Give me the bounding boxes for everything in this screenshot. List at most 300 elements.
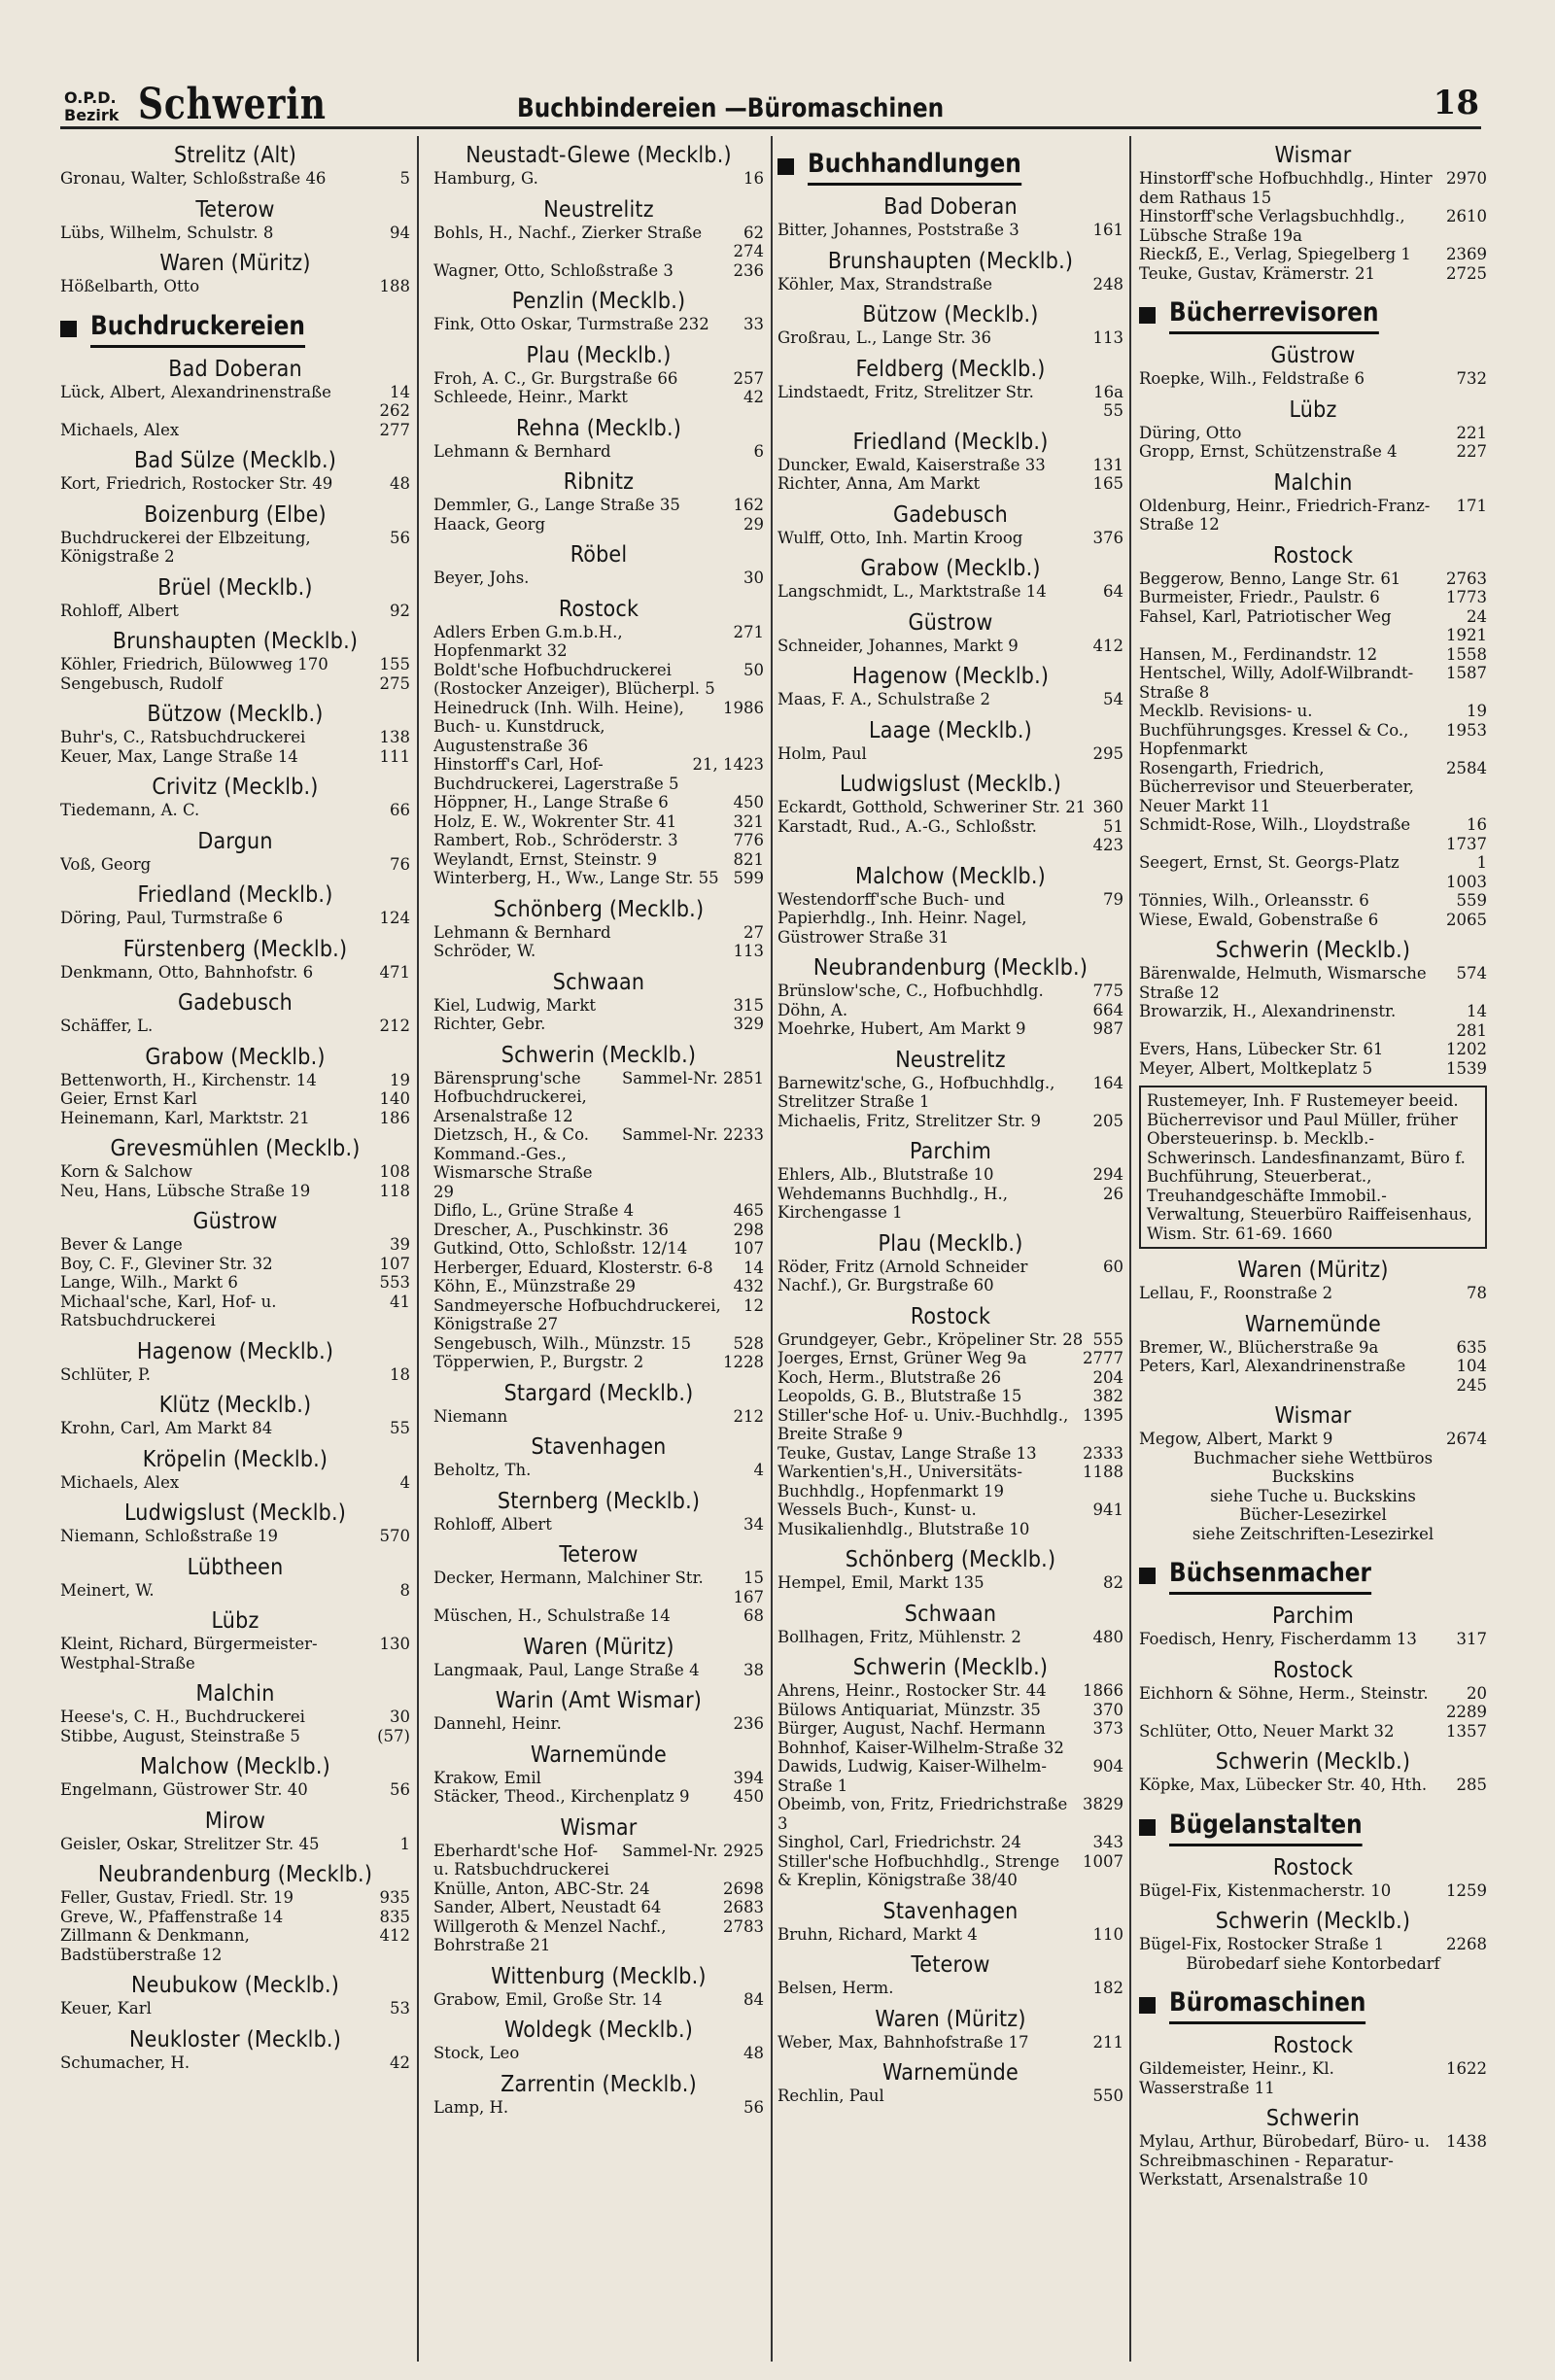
entry-name: Rechlin, Paul — [778, 2087, 884, 2105]
entry-name: Mylau, Arthur, Bürobedarf, Büro- u. Schreibmaschinen - Reparatur-Werkstatt, Arsenalstraße 10 — [1139, 2132, 1431, 2189]
phone-number: 26 — [1103, 1184, 1123, 1203]
entry-name: Buchdruckerei der Elbzeitung, Königstraße 2 — [60, 528, 311, 566]
place-heading: Röbel — [570, 542, 628, 568]
phone-number: 24 1921 — [1446, 606, 1487, 644]
place-heading: Crivitz (Mecklb.) — [152, 775, 319, 800]
entry-name: Koch, Herm., Blutstraße 26 — [778, 1367, 1002, 1387]
entry-name: Neu, Hans, Lübsche Straße 19 — [60, 1181, 311, 1200]
directory-entry — [433, 850, 764, 870]
directory-entry — [60, 1926, 410, 1964]
place-heading: Brunshaupten (Mecklb.) — [112, 629, 359, 654]
entry-name: Engelmann, Güstrower Str. 40 — [60, 1780, 308, 1799]
cross-reference-note: Bürobedarf siehe Kontorbedarf — [1186, 1953, 1440, 1973]
phone-number: 1 — [399, 1834, 410, 1853]
entry-name: Stock, Leo — [433, 2044, 520, 2062]
entry-name: Gildemeister, Heinr., Kl. Wasserstraße 11 — [1139, 2059, 1334, 2097]
place-heading: Boizenburg (Elbe) — [144, 501, 327, 528]
directory-entry — [433, 1990, 764, 2010]
phone-number: 394 — [733, 1768, 764, 1787]
phone-number: 48 — [743, 2044, 764, 2062]
category-heading — [1139, 1557, 1487, 1595]
entry-name: Meyer, Albert, Moltkeplatz 5 — [1139, 1058, 1373, 1078]
directory-entry — [60, 963, 410, 983]
place-heading: Schönberg (Mecklb.) — [845, 1547, 1056, 1572]
entry-name: Megow, Albert, Markt 9 — [1139, 1430, 1333, 1448]
entry-name: Teuke, Gustav, Krämerstr. 21 — [1139, 263, 1375, 283]
place-heading: Rostock — [558, 596, 639, 622]
phone-number: 165 — [1092, 474, 1123, 493]
phone-number: 21, 1423 — [692, 755, 764, 774]
directory-entry — [433, 1221, 764, 1240]
place-heading: Plau (Mecklb.) — [878, 1230, 1023, 1257]
directory-entry — [1139, 1357, 1487, 1395]
directory-column-1 — [60, 134, 410, 2360]
place-heading: Grabow (Mecklb.) — [145, 1044, 326, 1070]
phone-number: 835 — [379, 1907, 410, 1926]
directory-entry — [1139, 702, 1487, 759]
entry-name: Buhr's, C., Ratsbuchdruckerei — [60, 728, 306, 746]
place-heading: Bützow (Mecklb.) — [862, 302, 1039, 328]
phone-number: 16 1737 — [1446, 815, 1487, 853]
directory-entry — [433, 515, 764, 535]
directory-entry — [433, 496, 764, 515]
entry-name: Geisler, Oskar, Strelitzer Str. 45 — [60, 1834, 320, 1853]
directory-entry — [433, 1569, 764, 1606]
phone-number: 2763 — [1446, 569, 1487, 588]
square-bullet-icon — [1139, 1819, 1156, 1836]
entry-name: Bügel-Fix, Kistenmacherstr. 10 — [1139, 1880, 1392, 1900]
entry-name: Seegert, Ernst, St. Georgs-Platz — [1139, 853, 1400, 872]
category-heading — [778, 148, 1123, 186]
directory-entry — [60, 674, 410, 694]
entry-name: Weber, Max, Bahnhofstraße 17 — [778, 2032, 1029, 2052]
entry-name: Wagner, Otto, Schloßstraße 3 — [433, 260, 674, 280]
directory-entry — [433, 2098, 764, 2118]
entry-name: Gutkind, Otto, Schloßstr. 12/14 — [433, 1239, 688, 1258]
directory-entry — [433, 224, 764, 261]
entry-name: Richter, Anna, Am Markt — [778, 474, 981, 493]
directory-entry — [60, 602, 410, 621]
phone-number: 4 — [399, 1472, 410, 1492]
directory-entry — [778, 1185, 1123, 1223]
entry-name: Voß, Georg — [60, 854, 152, 874]
directory-entry — [433, 1898, 764, 1917]
phone-number: 412 — [1092, 636, 1123, 655]
phone-number: 1622 — [1446, 2059, 1487, 2078]
entry-name: Wehdemanns Buchhdlg., H., Kirchengasse 1 — [778, 1184, 1009, 1222]
phone-number: 138 — [379, 728, 410, 746]
entry-name: Sengebusch, Wilh., Münzstr. 15 — [433, 1333, 692, 1353]
page-header — [60, 76, 1497, 134]
phone-number: 14 — [743, 1258, 764, 1277]
phone-number: 16a 55 — [1093, 382, 1123, 420]
entry-name: Eberhardt'sche Hof- u. Ratsbuchdruckerei — [433, 1841, 609, 1879]
place-heading: Schwerin (Mecklb.) — [1215, 1909, 1411, 1934]
directory-entry — [60, 801, 410, 820]
place-heading: Neustrelitz — [543, 196, 654, 223]
phone-number: 84 — [743, 1989, 764, 2009]
phone-number: 55 — [390, 1419, 410, 1437]
directory-entry — [778, 1387, 1123, 1406]
boxed-advertisement: Rustemeyer, Inh. F Rustemeyer beeid. Bücherrevisor und Paul Müller, früher Obersteuerinsp. b. Mecklb.-Schwerinsch. Landesfinanzamt, Büro f. Buchführung, Steuerberat., Treuhandgeschäfte Immobil.-Verwaltung, Steuerbüro Raiffeisenhaus, Wism. Str. 61-69. 1660 — [1139, 1086, 1487, 1249]
entry-name: Boldt'sche Hofbuchdruckerei (Rostocker Anzeiger), Blücherpl. 5 — [433, 660, 715, 698]
phone-number: 221 — [1456, 423, 1487, 442]
place-heading: Hagenow (Mecklb.) — [851, 664, 1050, 689]
column-divider — [417, 136, 419, 2362]
place-heading: Grabow (Mecklb.) — [860, 556, 1041, 581]
place-heading: Wismar — [560, 1814, 638, 1841]
place-heading: Teterow — [911, 1952, 990, 1978]
place-heading: Schönberg (Mecklb.) — [493, 896, 705, 922]
directory-entry — [778, 1701, 1123, 1720]
phone-number: 124 — [379, 909, 410, 927]
entry-name: Boy, C. F., Gleviner Str. 32 — [60, 1254, 273, 1273]
entry-name: Michaels, Alex — [60, 1472, 180, 1492]
entry-name: Korn & Salchow — [60, 1162, 192, 1181]
place-heading: Güstrow — [192, 1209, 278, 1234]
directory-entry — [60, 474, 410, 494]
entry-name: Rieckẞ, E., Verlag, Spiegelberg 1 — [1139, 245, 1411, 263]
entry-name: Foedisch, Henry, Fischerdamm 13 — [1139, 1630, 1417, 1648]
phone-number: 2610 — [1446, 207, 1487, 225]
place-heading: Dargun — [197, 828, 273, 854]
opd-label: O.P.D. Bezirk — [64, 88, 120, 124]
place-heading: Schwerin (Mecklb.) — [1215, 1749, 1411, 1775]
phone-number: 38 — [743, 1660, 764, 1679]
directory-entry — [778, 1719, 1123, 1757]
entry-name: Dannehl, Heinr. — [433, 1714, 562, 1733]
entry-name: Köhn, E., Münzstraße 29 — [433, 1277, 637, 1295]
entry-name: Bohls, H., Nachf., Zierker Straße — [433, 223, 703, 242]
phone-number: 33 — [743, 315, 764, 333]
directory-entry — [433, 812, 764, 832]
entry-name: Ahrens, Heinr., Rostocker Str. 44 — [778, 1681, 1047, 1700]
entry-name: Barnewitz'sche, G., Hofbuchhdlg., Strelitzer Straße 1 — [778, 1073, 1055, 1111]
directory-entry — [778, 2087, 1123, 2106]
directory-entry — [778, 1795, 1123, 1833]
entry-name: Hentschel, Willy, Adolf-Wilbrandt-Straße 8 — [1139, 664, 1414, 702]
phone-number: 118 — [379, 1181, 410, 1200]
phone-number: 480 — [1092, 1627, 1123, 1646]
directory-entry — [433, 1515, 764, 1535]
phone-number: 204 — [1092, 1367, 1123, 1387]
directory-entry — [433, 923, 764, 943]
directory-entry — [60, 2053, 410, 2073]
directory-entry — [60, 1365, 410, 1385]
directory-entry — [778, 1757, 1123, 1795]
entry-name: Hinstorff's Carl, Hof-Buchdruckerei, Lagerstraße 5 — [433, 755, 679, 793]
entry-name: Mecklb. Revisions- u. Buchführungsges. Kressel & Co., Hopfenmarkt — [1139, 702, 1409, 758]
directory-entry — [433, 942, 764, 961]
phone-number: 1438 — [1446, 2132, 1487, 2151]
entry-name: Hansen, M., Ferdinandstr. 12 — [1139, 644, 1378, 664]
place-heading: Bad Sülze (Mecklb.) — [133, 448, 337, 473]
entry-name: Langschmidt, L., Marktstraße 14 — [778, 582, 1047, 601]
entry-name: Bever & Lange — [60, 1235, 183, 1254]
category-heading — [60, 310, 410, 348]
phone-number: 360 — [1092, 798, 1123, 816]
entry-name: Stibbe, August, Steinstraße 5 — [60, 1726, 300, 1745]
phone-number: 298 — [733, 1220, 764, 1239]
phone-number: 82 — [1103, 1573, 1123, 1592]
entry-name: Hempel, Emil, Markt 135 — [778, 1573, 985, 1592]
phone-number: 285 — [1456, 1776, 1487, 1794]
place-heading: Malchow (Mecklb.) — [140, 1754, 330, 1779]
directory-entry — [433, 1334, 764, 1354]
phone-number: 555 — [1092, 1329, 1123, 1349]
directory-entry — [1139, 1935, 1487, 1954]
entry-name: Rohloff, Albert — [433, 1514, 552, 1534]
phone-number: 321 — [733, 811, 764, 831]
phone-number: 54 — [1103, 690, 1123, 708]
place-heading: Bad Doberan — [168, 356, 302, 382]
phone-number: 76 — [390, 854, 410, 874]
directory-entry — [1139, 645, 1487, 665]
entry-name: Bettenworth, H., Kirchenstr. 14 — [60, 1070, 317, 1089]
phone-number: 51 423 — [1092, 816, 1123, 854]
directory-entry — [778, 1925, 1123, 1945]
directory-entry — [778, 1444, 1123, 1464]
phone-number: 34 — [743, 1514, 764, 1534]
entry-name: Döring, Paul, Turmstraße 6 — [60, 909, 284, 927]
phone-number: 2698 — [723, 1879, 764, 1898]
directory-entry — [60, 224, 410, 243]
entry-name: Wiese, Ewald, Gobenstraße 6 — [1139, 910, 1379, 929]
directory-entry — [433, 569, 764, 588]
place-heading: Warnemünde — [531, 1742, 667, 1768]
directory-entry — [433, 869, 764, 888]
directory-entry — [433, 831, 764, 850]
phone-number: 1 1003 — [1446, 853, 1487, 891]
directory-entry — [433, 1661, 764, 1680]
directory-column-2 — [433, 134, 764, 2360]
entry-name: Köhler, Friedrich, Bülowweg 170 — [60, 655, 328, 673]
directory-entry — [60, 1473, 410, 1493]
directory-entry — [60, 1780, 410, 1800]
directory-entry — [1139, 1776, 1487, 1795]
directory-entry — [1139, 207, 1487, 245]
phone-number: 1228 — [723, 1353, 764, 1371]
directory-entry — [778, 1258, 1123, 1295]
directory-entry — [433, 369, 764, 389]
entry-name: Köhler, Max, Strandstraße — [778, 274, 993, 293]
phone-number: 2065 — [1446, 910, 1487, 929]
entry-name: Gropp, Ernst, Schützenstraße 4 — [1139, 442, 1398, 461]
entry-name: Gronau, Walter, Schloßstraße 46 — [60, 169, 327, 188]
entry-name: Schäffer, L. — [60, 1017, 154, 1035]
directory-entry — [778, 1349, 1123, 1368]
phone-number: 294 — [1092, 1165, 1123, 1184]
phone-number: 732 — [1456, 369, 1487, 388]
phone-number: 412 — [379, 1926, 410, 1945]
phone-number: Sammel-Nr. 2851 — [621, 1068, 764, 1087]
directory-entry — [433, 1201, 764, 1221]
entry-name: Beyer, Johs. — [433, 569, 530, 587]
directory-entry — [60, 383, 410, 421]
entry-name: Leopolds, G. B., Blutstraße 15 — [778, 1387, 1022, 1405]
directory-entry — [778, 1112, 1123, 1131]
phone-number: 1395 — [1083, 1405, 1123, 1425]
category-heading — [1139, 1809, 1487, 1846]
place-heading: Neubukow (Mecklb.) — [130, 1973, 340, 1998]
place-heading: Klütz (Mecklb.) — [158, 1393, 312, 1418]
entry-name: Bitter, Johannes, Poststraße 3 — [778, 221, 1019, 239]
phone-number: 164 — [1092, 1073, 1123, 1092]
directory-entry — [778, 1074, 1123, 1112]
phone-number: 56 — [390, 528, 410, 547]
place-heading: Strelitz (Alt) — [174, 143, 296, 168]
phone-number: 2369 — [1446, 245, 1487, 263]
entry-name: Michaels, Alex — [60, 420, 180, 439]
directory-entry — [778, 1368, 1123, 1388]
place-heading: Lübtheen — [187, 1554, 284, 1580]
category-title: Buchhandlungen — [808, 148, 1021, 186]
entry-name: Lamp, H. — [433, 2097, 509, 2117]
entry-name: Köpke, Max, Lübecker Str. 40, Hth. — [1139, 1776, 1428, 1794]
entry-name: Niemann, Schloßstraße 19 — [60, 1527, 278, 1545]
directory-entry — [778, 744, 1123, 764]
entry-name: Holm, Paul — [778, 743, 867, 763]
directory-entry — [778, 637, 1123, 656]
square-bullet-icon — [1139, 307, 1156, 324]
phone-number: 2725 — [1446, 263, 1487, 283]
phone-number: 171 — [1456, 496, 1487, 515]
place-heading: Friedland (Mecklb.) — [137, 882, 333, 908]
directory-entry — [60, 1707, 410, 1727]
section-title: Buchbindereien —Büromaschinen — [517, 93, 945, 123]
directory-entry — [778, 383, 1123, 421]
place-heading: Penzlin (Mecklb.) — [511, 289, 686, 314]
directory-entry — [433, 623, 764, 661]
directory-entry — [433, 1714, 764, 1734]
entry-name: Lellau, F., Roonstraße 2 — [1139, 1284, 1333, 1302]
entry-name: Krohn, Carl, Am Markt 84 — [60, 1419, 273, 1437]
phone-number: 236 — [733, 1714, 764, 1733]
directory-entry — [433, 1769, 764, 1788]
directory-entry — [778, 690, 1123, 709]
place-heading: Bad Doberan — [883, 194, 1018, 220]
directory-entry — [60, 655, 410, 674]
phone-number: 277 — [379, 420, 410, 439]
cross-reference-note: Bücher-Lesezirkel — [1239, 1505, 1387, 1524]
phone-number: 664 — [1092, 1000, 1123, 1019]
entry-name: Tönnies, Wilh., Orleansstr. 6 — [1139, 891, 1369, 910]
phone-number: 104 245 — [1456, 1357, 1487, 1395]
place-heading: Ludwigslust (Mecklb.) — [123, 1500, 347, 1526]
directory-entry — [433, 442, 764, 462]
phone-number: 130 — [379, 1635, 410, 1653]
place-heading: Wismar — [1274, 143, 1352, 168]
entry-name: Bremer, W., Blücherstraße 9a — [1139, 1337, 1379, 1357]
phone-number: 904 — [1092, 1757, 1123, 1776]
column-divider — [1129, 136, 1131, 2362]
entry-name: Schlüter, Otto, Neuer Markt 32 — [1139, 1721, 1395, 1741]
phone-number: 161 — [1092, 221, 1123, 239]
phone-number: 64 — [1103, 582, 1123, 601]
directory-entry — [60, 529, 410, 567]
phone-number: 315 — [733, 995, 764, 1015]
phone-number: 776 — [733, 831, 764, 849]
entry-name: Lübs, Wilhelm, Schulstr. 8 — [60, 223, 274, 242]
phone-number: 50 — [743, 660, 764, 679]
entry-name: Karstadt, Rud., A.-G., Schloßstr. — [778, 816, 1037, 836]
entry-name: Lehmann & Bernhard — [433, 441, 611, 461]
directory-entry — [433, 1277, 764, 1296]
entry-name: Heinemann, Karl, Marktstr. 21 — [60, 1108, 310, 1127]
entry-name: Stäcker, Theod., Kirchenplatz 9 — [433, 1787, 690, 1806]
phone-number: 39 — [390, 1235, 410, 1254]
directory-entry — [1139, 911, 1487, 930]
phone-number: 3829 — [1083, 1795, 1123, 1813]
square-bullet-icon — [1139, 1997, 1156, 2014]
entry-name: Greve, W., Pfaffenstraße 14 — [60, 1907, 284, 1926]
phone-number: 212 — [379, 1017, 410, 1035]
phone-number: 317 — [1456, 1630, 1487, 1648]
entry-name: Kort, Friedrich, Rostocker Str. 49 — [60, 474, 333, 493]
phone-number: 2674 — [1446, 1430, 1487, 1448]
phone-number: 941 — [1092, 1500, 1123, 1519]
phone-number: 79 — [1103, 889, 1123, 909]
directory-entry — [433, 793, 764, 812]
place-heading: Kröpelin (Mecklb.) — [142, 1446, 328, 1472]
entry-name: Michaal'sche, Karl, Hof- u. Ratsbuchdruckerei — [60, 1292, 277, 1329]
directory-entry — [778, 1463, 1123, 1500]
place-heading: Rostock — [1272, 1854, 1354, 1880]
phone-number: 20 2289 — [1446, 1683, 1487, 1721]
phone-number: 42 — [390, 2052, 410, 2072]
directory-entry — [1139, 588, 1487, 607]
phone-number: 559 — [1456, 891, 1487, 910]
directory-entry — [433, 1461, 764, 1480]
category-heading — [1139, 1986, 1487, 2024]
phone-number: 94 — [390, 223, 410, 242]
place-heading: Stargard (Mecklb.) — [503, 1380, 694, 1406]
directory-entry — [778, 1833, 1123, 1852]
entry-name: Langmaak, Paul, Lange Straße 4 — [433, 1660, 700, 1679]
phone-number: 1866 — [1083, 1681, 1123, 1700]
directory-entry — [1139, 759, 1487, 816]
entry-name: Schröder, W. — [433, 942, 536, 960]
phone-number: 295 — [1092, 743, 1123, 763]
phone-number: 1558 — [1446, 644, 1487, 664]
place-heading: Brunshaupten (Mecklb.) — [827, 248, 1074, 274]
directory-entry — [433, 1606, 764, 1626]
entry-name: Lück, Albert, Alexandrinenstraße — [60, 382, 331, 401]
directory-entry — [433, 996, 764, 1016]
directory-entry — [778, 474, 1123, 494]
place-heading: Lübz — [211, 1608, 259, 1634]
directory-entry — [1139, 1684, 1487, 1722]
column-divider — [771, 136, 773, 2362]
entry-name: Joerges, Ernst, Grüner Weg 9a — [778, 1349, 1027, 1367]
entry-name: Großrau, L., Lange Str. 36 — [778, 328, 992, 347]
entry-name: Bärenwalde, Helmuth, Wismarsche Straße 12 — [1139, 964, 1427, 1002]
phone-number: 382 — [1092, 1387, 1123, 1405]
phone-number: 236 — [733, 260, 764, 280]
entry-name: Kiel, Ludwig, Markt — [433, 995, 596, 1015]
entry-name: Bruhn, Richard, Markt 4 — [778, 1924, 978, 1944]
entry-name: Warkentien's,H., Universitäts-Buchhdlg., Hopfenmarkt 19 — [778, 1463, 1022, 1500]
phone-number: 1007 — [1083, 1851, 1123, 1871]
directory-entry — [60, 1071, 410, 1090]
directory-entry — [778, 1001, 1123, 1020]
directory-entry — [433, 1917, 764, 1955]
phone-number: 553 — [379, 1273, 410, 1292]
phone-number: 343 — [1092, 1833, 1123, 1851]
directory-entry — [1139, 1040, 1487, 1059]
phone-number: 56 — [390, 1780, 410, 1799]
directory-entry — [778, 529, 1123, 548]
